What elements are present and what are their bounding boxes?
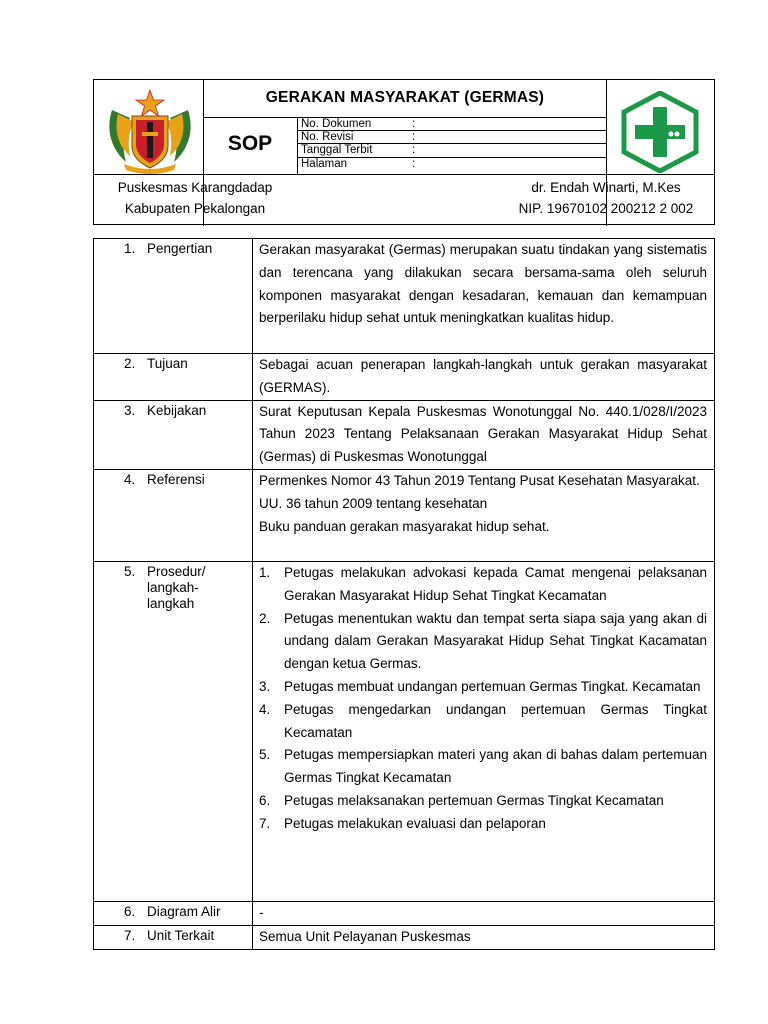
meta-value-tanggal-terbit: : <box>412 144 416 156</box>
table-row <box>94 901 715 925</box>
row-content <box>253 561 715 901</box>
signer-nip: NIP. 19670102 200212 2 002 <box>518 201 694 216</box>
step-text: Petugas melakukan evaluasi dan pelaporan <box>284 815 546 831</box>
step-number: 6. <box>259 792 271 808</box>
table-row <box>94 561 715 901</box>
step-number: 7. <box>259 815 271 831</box>
signatory <box>498 177 714 219</box>
step-text: Petugas mempersiapkan materi yang akan di bahas dalam pertemuan Germas Tingkat Kecamatan <box>284 747 707 786</box>
meta-value-no-dokumen: : <box>412 118 416 130</box>
list-item <box>259 676 707 699</box>
table-row <box>94 469 715 561</box>
unit-terkait-text: Semua Unit Pelayanan Puskesmas <box>259 928 471 944</box>
row-number: 6. <box>124 903 136 919</box>
pengertian-text: Gerakan masyarakat (Germas) merupakan suatu tindakan yang sistematis dan terencana yang dilakukan secara bersama-sama oleh seluruh komponen masyarakat dengan kesadaran, kemauan dan kemampuan berperilaku hidup sehat untuk meningkatkan kualitas hidup. <box>259 242 707 326</box>
row-label <box>94 239 253 354</box>
puskesmas-logo <box>619 91 701 173</box>
header-divider <box>203 117 606 118</box>
step-text: Petugas menentukan waktu dan tempat serta siapa saja yang akan di undang dalam Gerakan Masyarakat Hidup Sehat Tingkat Kacamatan dengan ketua Germas. <box>284 610 707 672</box>
label-line: Prosedur/ <box>147 563 206 579</box>
label-line: langkah- <box>147 579 199 595</box>
table-row <box>94 239 715 354</box>
step-text: Petugas melaksanakan pertemuan Germas Tingkat Kecamatan <box>284 792 664 808</box>
table-row <box>94 925 715 949</box>
meta-value-halaman: : <box>412 158 416 170</box>
row-label-text: Kebijakan <box>147 402 207 418</box>
row-label-text: Unit Terkait <box>147 927 215 943</box>
list-item <box>259 562 707 608</box>
header-divider <box>297 117 298 174</box>
row-label <box>94 901 253 925</box>
row-content <box>253 901 715 925</box>
row-label-text <box>147 564 206 612</box>
label-line: langkah <box>147 595 195 611</box>
row-content <box>253 239 715 354</box>
row-content <box>253 400 715 469</box>
step-text: Petugas melakukan advokasi kepada Camat mengenai pelaksanan Gerakan Masyarakat Hidup Sehat Tingkat Kecamatan <box>284 564 707 603</box>
referensi-line: Buku panduan gerakan masyarakat hidup sehat. <box>259 518 550 534</box>
signer-name: dr. Endah Winarti, M.Kes <box>531 180 681 195</box>
step-number: 2. <box>259 610 271 626</box>
row-label <box>94 469 253 561</box>
row-label-text: Referensi <box>147 471 205 487</box>
step-number: 5. <box>259 747 271 763</box>
document-title: GERAKAN MASYARAKAT (GERMAS) <box>265 89 545 106</box>
sop-content-table <box>93 238 715 950</box>
row-label <box>94 354 253 401</box>
list-item <box>259 744 707 790</box>
row-number: 4. <box>124 471 136 487</box>
row-content <box>253 469 715 561</box>
step-number: 4. <box>259 701 271 717</box>
org-line-1: Puskesmas Karangdadap <box>117 180 273 195</box>
step-number: 3. <box>259 678 271 694</box>
list-item <box>259 699 707 745</box>
list-item <box>259 813 707 836</box>
list-item <box>259 608 707 676</box>
row-label-text: Tujuan <box>147 356 188 371</box>
row-content <box>253 354 715 401</box>
org-line-2: Kabupaten Pekalongan <box>124 201 266 216</box>
organization-name <box>94 177 296 219</box>
row-content <box>253 925 715 949</box>
step-text: Petugas membuat undangan pertemuan Germas Tingkat. Kecamatan <box>284 678 701 694</box>
meta-label-tanggal-terbit: Tanggal Terbit <box>301 144 373 156</box>
diagram-alir-text: - <box>259 904 264 920</box>
tujuan-text: Sebagai acuan penerapan langkah-langkah untuk gerakan masyarakat (GERMAS). <box>259 357 707 395</box>
referensi-line: Permenkes Nomor 43 Tahun 2019 Tentang Pusat Kesehatan Masyarakat. <box>259 472 700 488</box>
kebijakan-text: Surat Keputusan Kepala Puskesmas Wonotunggal No. 440.1/028/I/2023 Tahun 2023 Tentang Pelaksanaan Gerakan Masyarakat Hidup Sehat (Germas) di Puskesmas Wonotunggal <box>259 403 707 465</box>
table-row <box>94 354 715 401</box>
row-number: 7. <box>124 927 136 943</box>
meta-label-no-dokumen: No. Dokumen <box>301 118 372 130</box>
meta-value-no-revisi: : <box>412 131 416 143</box>
row-label-text: Diagram Alir <box>147 903 221 919</box>
row-label-text: Pengertian <box>147 241 213 256</box>
header-divider <box>94 174 714 175</box>
procedure-steps <box>259 562 707 836</box>
sop-header <box>93 79 715 225</box>
row-label <box>94 400 253 469</box>
row-number: 1. <box>124 241 136 256</box>
meta-label-no-revisi: No. Revisi <box>301 131 354 143</box>
list-item <box>259 790 707 813</box>
step-text: Petugas mengedarkan undangan pertemuan Germas Tingkat Kecamatan <box>284 701 707 740</box>
sop-label: SOP <box>227 132 273 155</box>
regency-emblem-logo <box>104 88 196 174</box>
row-number: 2. <box>124 356 136 371</box>
row-label <box>94 561 253 901</box>
step-number: 1. <box>259 564 271 580</box>
table-row <box>94 400 715 469</box>
row-number: 3. <box>124 402 136 418</box>
row-number: 5. <box>124 563 136 579</box>
referensi-line: UU. 36 tahun 2009 tentang kesehatan <box>259 495 488 511</box>
meta-label-halaman: Halaman <box>301 158 348 170</box>
row-label <box>94 925 253 949</box>
